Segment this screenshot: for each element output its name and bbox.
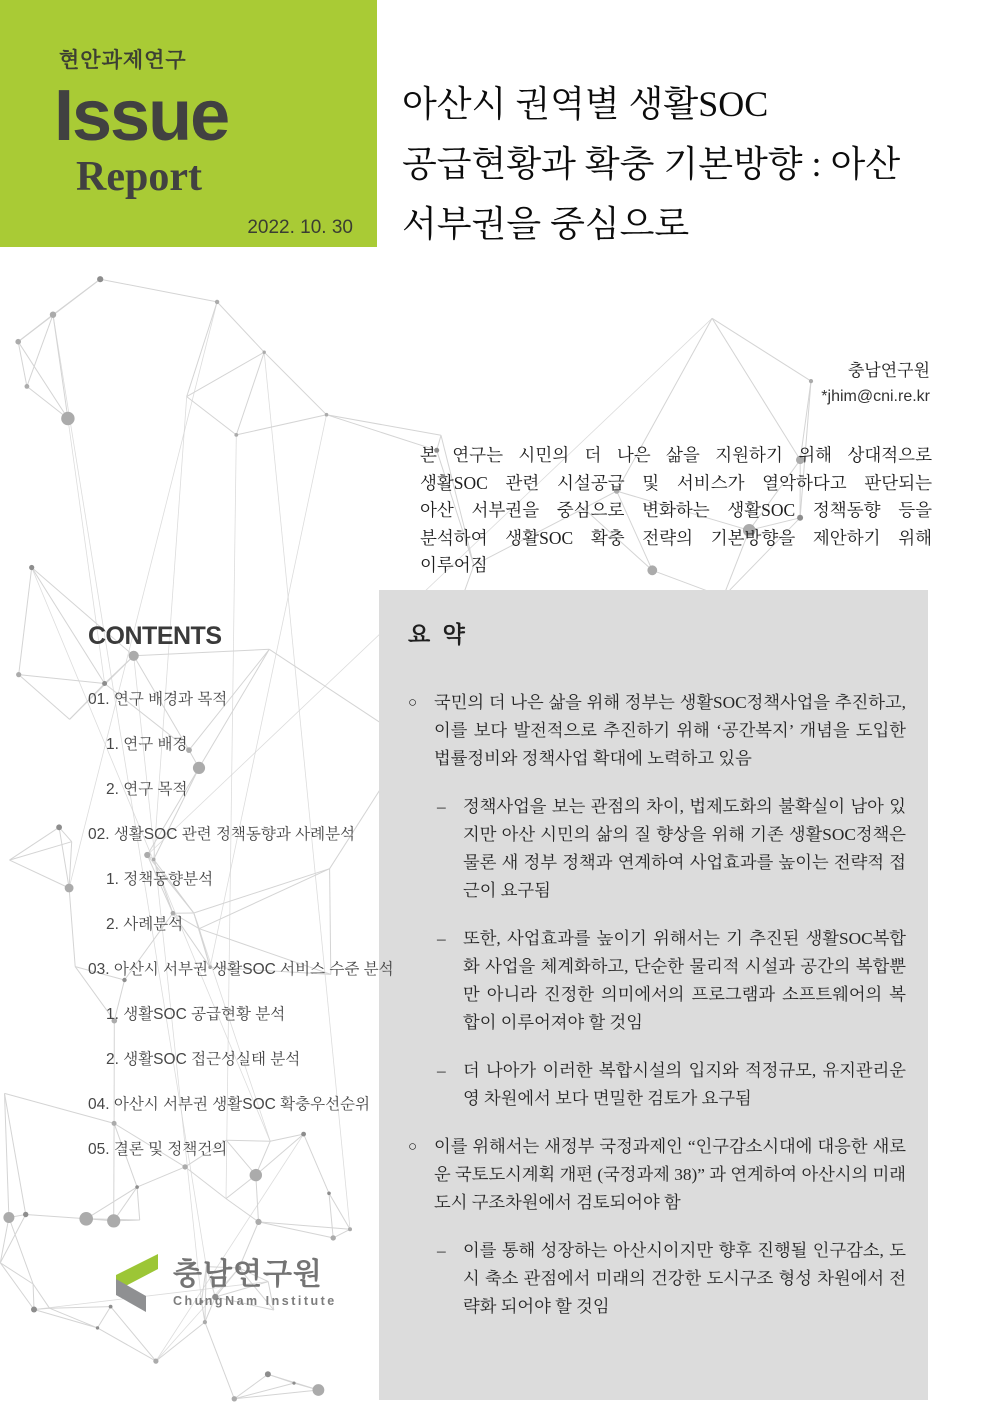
institute-logo-mark-icon — [106, 1254, 160, 1312]
contents-item: 1. 생활SOC 공급현황 분석 — [106, 1005, 286, 1023]
contents-item: 2. 사례분석 — [106, 915, 184, 933]
summary-item — [408, 689, 906, 773]
contents-list — [88, 675, 394, 1170]
summary-item-text: 또한, 사업효과를 높이기 위해서는 기 추진된 생활SOC복합화 사업을 체계화하고, 단순한 물리적 시설과 공간의 복합뿐만 아니라 진정한 의미에서의 프로그램과 소프트웨어의 복합이 이루어져야 할 것임 — [463, 929, 906, 1032]
bullet-circle-marker: ○ — [408, 695, 418, 711]
contents-section — [88, 622, 394, 1170]
summary-item — [437, 793, 906, 905]
summary-item — [437, 925, 906, 1037]
contents-item: 03. 아산시 서부권 생활SOC 서비스 수준 분석 — [88, 960, 394, 978]
contents-item: 04. 아산시 서부권 생활SOC 확충우선순위 — [88, 1095, 370, 1113]
author-affiliation: 충남연구원 — [847, 361, 930, 380]
summary-item-text: 국민의 더 나은 삶을 위해 정부는 생활SOC정책사업을 추진하고, 이를 보다 발전적으로 추진하기 위해 ‘공간복지’ 개념을 도입한 법률정비와 정책사업 확대에 노력하고 있음 — [434, 693, 906, 768]
author-block — [821, 358, 930, 410]
summary-item — [408, 1133, 906, 1217]
bullet-dash-marker: – — [437, 929, 446, 948]
report-date: 2022. 10. 30 — [247, 217, 353, 238]
abstract — [420, 442, 932, 580]
summary-item-text: 이를 위해서는 새정부 국정과제인 “인구감소시대에 대응한 새로운 국토도시계획 개편 (국정과제 38)” 과 연계하여 아산시의 미래도시 구조차원에서 검토되어야 함 — [434, 1137, 906, 1212]
contents-item: 1. 연구 배경 — [106, 735, 188, 753]
contents-item: 02. 생활SOC 관련 정책동향과 사례분석 — [88, 825, 356, 843]
contents-item: 2. 연구 목적 — [106, 780, 188, 798]
summary-item-text: 이를 통해 성장하는 아산시이지만 향후 진행될 인구감소, 도시 축소 관점에서 미래의 건강한 도시구조 형성 차원에서 전략화 되어야 할 것임 — [463, 1241, 906, 1316]
abstract-line: 이루어짐 — [420, 555, 488, 576]
abstract-line: 생활SOC 관련 시설공급 및 서비스가 열악하다고 판단되는 — [420, 472, 932, 493]
summary-item — [437, 1237, 906, 1321]
logo-name-ko: 충남연구원 — [173, 1258, 323, 1291]
author-email: *jhim@cni.re.kr — [821, 388, 930, 405]
abstract-line: 아산 서부권을 중심으로 변화하는 생활SOC 정책동향 등을 — [420, 500, 932, 521]
bullet-dash-marker: – — [437, 1061, 446, 1080]
report-title-line: 아산시 권역별 생활SOC — [402, 84, 769, 124]
summary-heading: 요 약 — [408, 621, 468, 647]
summary-item — [437, 1057, 906, 1113]
bullet-circle-marker: ○ — [408, 1139, 418, 1155]
contents-heading: CONTENTS — [88, 622, 222, 650]
bullet-dash-marker: – — [437, 797, 446, 816]
summary-panel — [379, 590, 928, 1400]
abstract-line: 분석하여 생활SOC 확충 전략의 기본방향을 제안하기 위해 — [420, 527, 932, 548]
institute-logo-text — [173, 1258, 337, 1308]
abstract-line: 본 연구는 시민의 더 나은 삶을 지원하기 위해 상대적으로 — [420, 445, 932, 465]
series-label: 현안과제연구 — [59, 49, 187, 72]
issue-report-banner — [0, 0, 377, 247]
contents-item: 2. 생활SOC 접근성실태 분석 — [106, 1050, 301, 1068]
brand-issue: Issue — [54, 76, 229, 156]
institute-logo — [106, 1254, 337, 1312]
report-title-line: 공급현황과 확충 기본방향 : 아산 — [402, 144, 901, 184]
logo-name-en: ChungNam Institute — [173, 1294, 337, 1308]
contents-item: 01. 연구 배경과 목적 — [88, 690, 228, 708]
report-title-line: 서부권을 중심으로 — [402, 204, 690, 244]
contents-item: 1. 정책동향분석 — [106, 870, 214, 888]
report-title — [402, 74, 982, 254]
summary-item-text: 더 나아가 이러한 복합시설의 입지와 적정규모, 유지관리운영 차원에서 보다 면밀한 검토가 요구됨 — [463, 1061, 906, 1108]
brand-report: Report — [76, 154, 202, 200]
bullet-dash-marker: – — [437, 1241, 446, 1260]
summary-item-text: 정책사업을 보는 관점의 차이, 법제도화의 불확실이 남아 있지만 아산 시민의 삶의 질 향상을 위해 기존 생활SOC정책은 물론 새 정부 정책과 연계하여 사업효과를 높이는 전략적 접근이 요구됨 — [463, 797, 906, 900]
contents-item: 05. 결론 및 정책건의 — [88, 1140, 228, 1158]
